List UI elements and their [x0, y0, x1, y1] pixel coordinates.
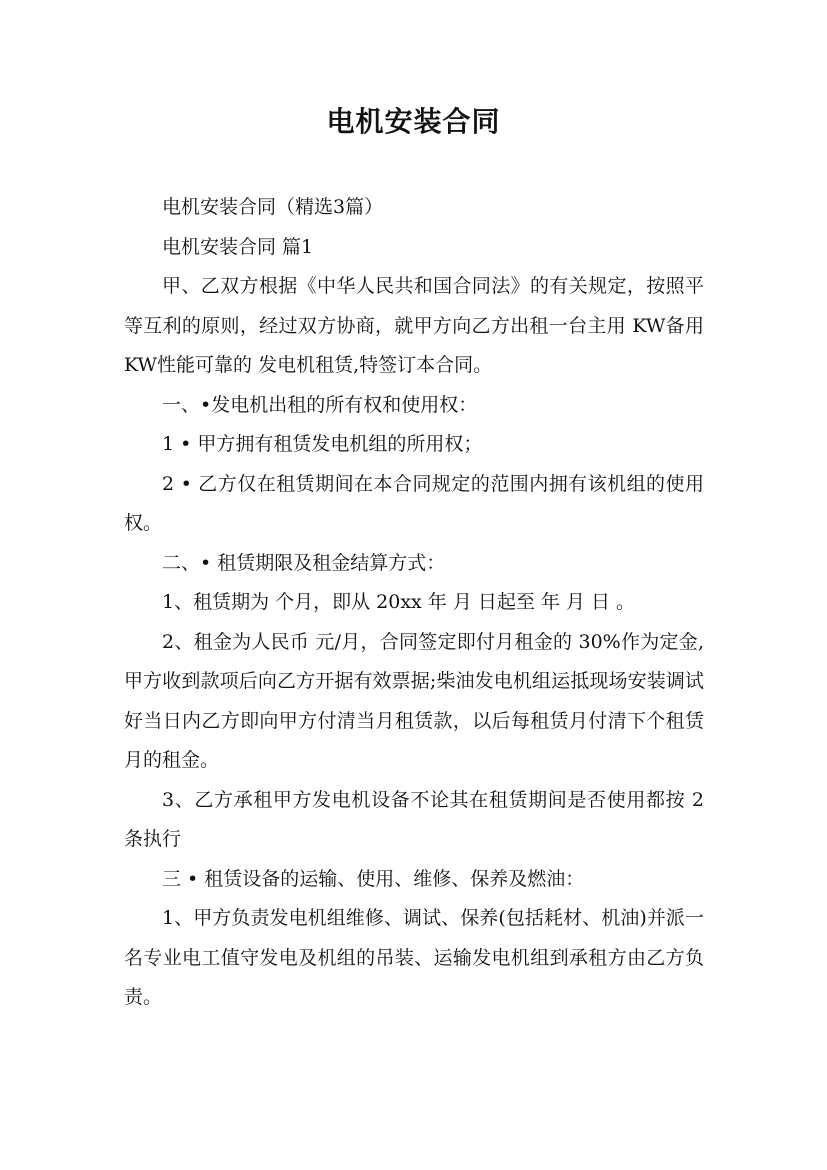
document-title: 电机安装合同: [326, 105, 501, 138]
paragraph: 甲、乙双方根据《中华人民共和国合同法》的有关规定，按照平等互利的原则，经过双方协商，就甲方向乙方出租一台主用 KW备用 KW性能可靠的 发电机租赁,特签订本合同。: [124, 275, 704, 376]
paragraph-subtitle: 电机安装合同（精选3篇）: [162, 196, 384, 218]
paragraph: 3、乙方承租甲方发电机设备不论其在租赁期间是否使用都按 2 条执行: [124, 788, 704, 850]
clause-heading: 三 • 租赁设备的运输、使用、维修、保养及燃油：: [162, 867, 585, 890]
paragraph: 2 • 乙方仅在租赁期间在本合同规定的范围内拥有该机组的使用权。: [124, 472, 704, 534]
paragraph: 1、甲方负责发电机组维修、调试、保养(包括耗材、机油)并派一名专业电工值守发电及机组的吊装、运输发电机组到承租方由乙方负责。: [124, 907, 704, 1008]
paragraph: 1、租赁期为 个月，即从 20xx 年 月 日起至 年 月 日 。: [162, 591, 636, 613]
paragraph: 2、租金为人民币 元/月，合同签定即付月租金的 30%作为定金,甲方收到款项后向乙方开据有效票据;柴油发电机组运抵现场安装调试好当日内乙方即向甲方付清当月租赁款，以后每租赁月付清下个租赁月的租金。: [124, 630, 704, 771]
paragraph: 1 • 甲方拥有租赁发电机组的所用权；: [162, 433, 483, 455]
clause-heading: 二、• 租赁期限及租金结算方式：: [162, 551, 446, 574]
paragraph-section-heading: 电机安装合同 篇1: [162, 235, 314, 258]
document-body: [124, 188, 704, 1018]
clause-heading: 一、•发电机出租的所有权和使用权：: [162, 393, 478, 416]
